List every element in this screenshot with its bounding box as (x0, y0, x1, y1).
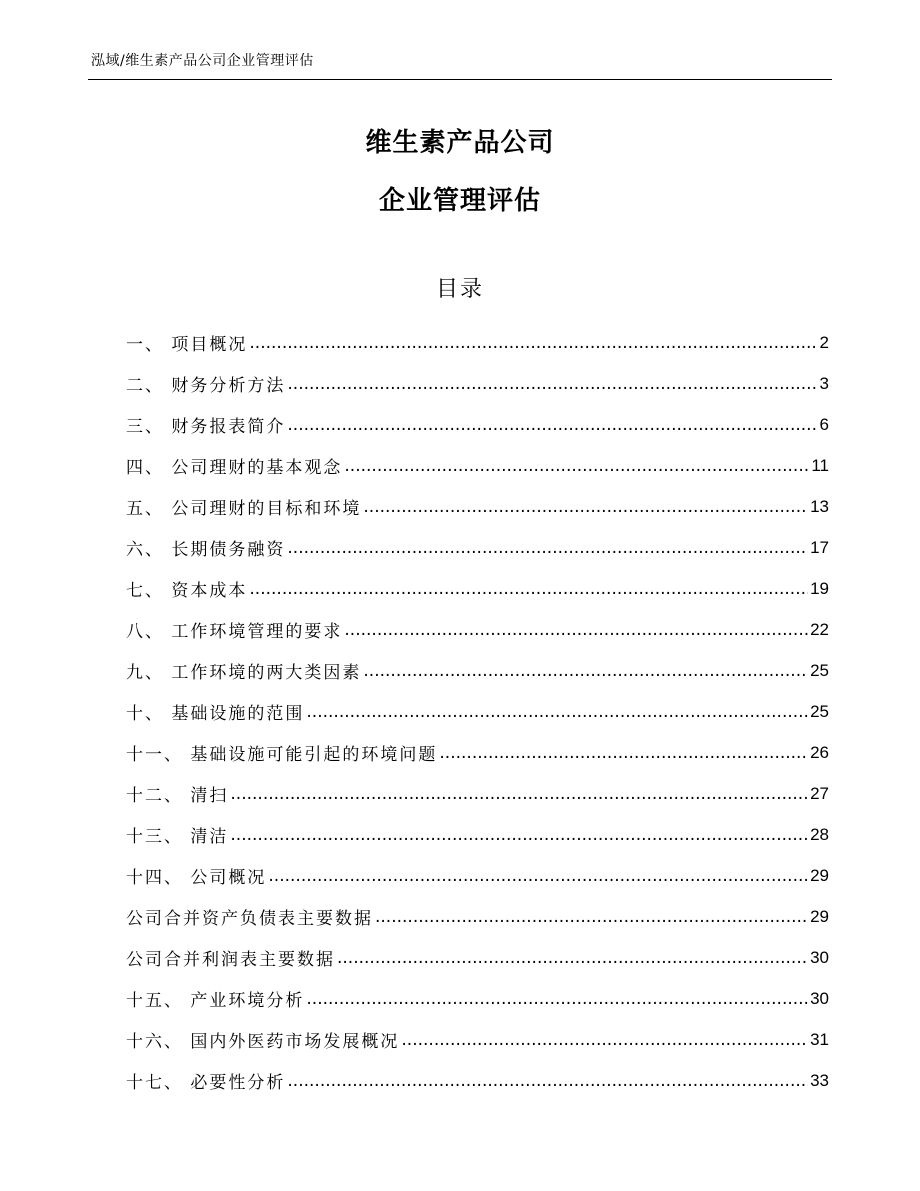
toc-entry[interactable] (126, 978, 829, 1019)
toc-entry-spacer (164, 374, 171, 394)
toc-entry-title: 公司理财的目标和环境 (171, 499, 362, 519)
table-of-contents (126, 322, 829, 1101)
toc-entry-title: 工作环境的两大类因素 (171, 663, 362, 683)
toc-entry-page-number: 27 (810, 783, 829, 803)
toc-entry-title: 国内外医药市场发展概况 (190, 1032, 400, 1052)
toc-dot-leader (249, 333, 817, 353)
toc-entry-number: 二、 (126, 376, 164, 396)
toc-entry-number: 十、 (126, 704, 164, 724)
toc-entry-page-number: 28 (810, 824, 829, 844)
toc-entry-title: 基础设施的范围 (171, 704, 305, 724)
toc-entry-title: 产业环境分析 (190, 991, 305, 1011)
toc-heading: 目录 (435, 277, 484, 302)
toc-entry-page-number: 25 (810, 701, 829, 721)
toc-entry-title: 必要性分析 (190, 1073, 286, 1093)
toc-dot-leader (401, 1030, 808, 1050)
toc-entry-spacer (164, 661, 171, 681)
toc-dot-leader (363, 661, 808, 681)
toc-entry[interactable] (126, 937, 829, 978)
toc-entry[interactable] (126, 1060, 829, 1101)
toc-entry-page-number: 29 (810, 865, 829, 885)
toc-entry-spacer (183, 825, 190, 845)
toc-entry-title: 清扫 (190, 786, 229, 806)
toc-entry[interactable] (126, 773, 829, 814)
toc-entry[interactable] (126, 363, 829, 404)
toc-entry-page-number: 3 (819, 373, 829, 393)
toc-entry[interactable] (126, 896, 829, 937)
toc-entry-page-number: 19 (810, 578, 829, 598)
toc-entry-title: 清洁 (190, 827, 229, 847)
toc-entry-page-number: 6 (819, 414, 829, 434)
toc-dot-leader (363, 497, 808, 517)
toc-entry-page-number: 29 (810, 906, 829, 926)
toc-entry-spacer (164, 333, 171, 353)
toc-dot-leader (439, 743, 808, 763)
toc-dot-leader (306, 989, 808, 1009)
toc-entry-page-number: 26 (810, 742, 829, 762)
toc-entry-spacer (183, 1030, 190, 1050)
toc-entry-title: 财务报表简介 (171, 417, 286, 437)
toc-entry-number: 四、 (126, 458, 164, 478)
toc-entry-title: 工作环境管理的要求 (171, 622, 343, 642)
toc-entry-page-number: 30 (810, 947, 829, 967)
toc-entry[interactable] (126, 732, 829, 773)
toc-dot-leader (287, 374, 817, 394)
toc-entry-number: 八、 (126, 622, 164, 642)
toc-entry-title: 资本成本 (171, 581, 248, 601)
toc-entry-number: 十一、 (126, 745, 183, 765)
toc-entry-title: 长期债务融资 (171, 540, 286, 560)
header-rule (88, 79, 832, 80)
toc-entry-title: 公司合并资产负债表主要数据 (126, 909, 373, 929)
toc-entry-title: 公司合并利润表主要数据 (126, 950, 335, 970)
toc-dot-leader (287, 1071, 808, 1091)
toc-entry-page-number: 33 (810, 1070, 829, 1090)
toc-dot-leader (230, 784, 808, 804)
toc-entry-title: 项目概况 (171, 335, 248, 355)
toc-entry-number: 九、 (126, 663, 164, 683)
toc-entry[interactable] (126, 527, 829, 568)
toc-entry-number: 十二、 (126, 786, 183, 806)
toc-entry[interactable] (126, 855, 829, 896)
toc-dot-leader (306, 702, 808, 722)
toc-entry[interactable] (126, 609, 829, 650)
toc-entry-spacer (164, 620, 171, 640)
toc-dot-leader (337, 948, 808, 968)
toc-entry-title: 公司概况 (190, 868, 267, 888)
toc-entry-number: 十六、 (126, 1032, 183, 1052)
toc-entry-page-number: 31 (810, 1029, 829, 1049)
toc-entry-title: 基础设施可能引起的环境问题 (190, 745, 438, 765)
toc-dot-leader (344, 620, 808, 640)
toc-entry-page-number: 13 (810, 496, 829, 516)
toc-entry-number: 三、 (126, 417, 164, 437)
document-title-line-1: 维生素产品公司 (365, 128, 555, 158)
toc-entry[interactable] (126, 486, 829, 527)
toc-entry-page-number: 22 (810, 619, 829, 639)
running-header: 泓域/维生素产品公司企业管理评估 (91, 53, 314, 69)
toc-entry-number: 六、 (126, 540, 164, 560)
toc-entry[interactable] (126, 322, 829, 363)
toc-entry[interactable] (126, 691, 829, 732)
toc-entry[interactable] (126, 445, 829, 486)
toc-entry-page-number: 11 (811, 455, 829, 475)
toc-entry-title: 财务分析方法 (171, 376, 286, 396)
toc-dot-leader (287, 538, 808, 558)
toc-dot-leader (268, 866, 808, 886)
toc-entry-title: 公司理财的基本观念 (171, 458, 343, 478)
toc-entry-number: 十四、 (126, 868, 183, 888)
toc-entry[interactable] (126, 568, 829, 609)
document-title-line-2: 企业管理评估 (378, 186, 541, 216)
toc-entry-spacer (164, 456, 171, 476)
toc-entry-spacer (164, 497, 171, 517)
toc-dot-leader (375, 907, 808, 927)
toc-entry-spacer (164, 702, 171, 722)
toc-entry-number: 十五、 (126, 991, 183, 1011)
toc-entry-number: 七、 (126, 581, 164, 601)
toc-entry-page-number: 30 (810, 988, 829, 1008)
toc-entry[interactable] (126, 650, 829, 691)
toc-dot-leader (249, 579, 808, 599)
toc-entry-number: 一、 (126, 335, 164, 355)
toc-entry[interactable] (126, 814, 829, 855)
toc-entry-spacer (164, 579, 171, 599)
toc-entry-spacer (183, 989, 190, 1009)
toc-entry-number: 十七、 (126, 1073, 183, 1093)
toc-entry-number: 十三、 (126, 827, 183, 847)
toc-entry-spacer (164, 538, 171, 558)
toc-entry-spacer (183, 866, 190, 886)
toc-entry[interactable] (126, 1019, 829, 1060)
toc-entry-spacer (183, 784, 190, 804)
toc-entry-spacer (183, 1071, 190, 1091)
toc-dot-leader (230, 825, 808, 845)
toc-entry-page-number: 2 (819, 332, 829, 352)
toc-entry-number: 五、 (126, 499, 164, 519)
toc-entry-spacer (183, 743, 190, 763)
toc-entry-spacer (164, 415, 171, 435)
toc-entry[interactable] (126, 404, 829, 445)
toc-entry-page-number: 17 (810, 537, 829, 557)
toc-dot-leader (344, 456, 809, 476)
toc-entry-page-number: 25 (810, 660, 829, 680)
toc-dot-leader (287, 415, 817, 435)
